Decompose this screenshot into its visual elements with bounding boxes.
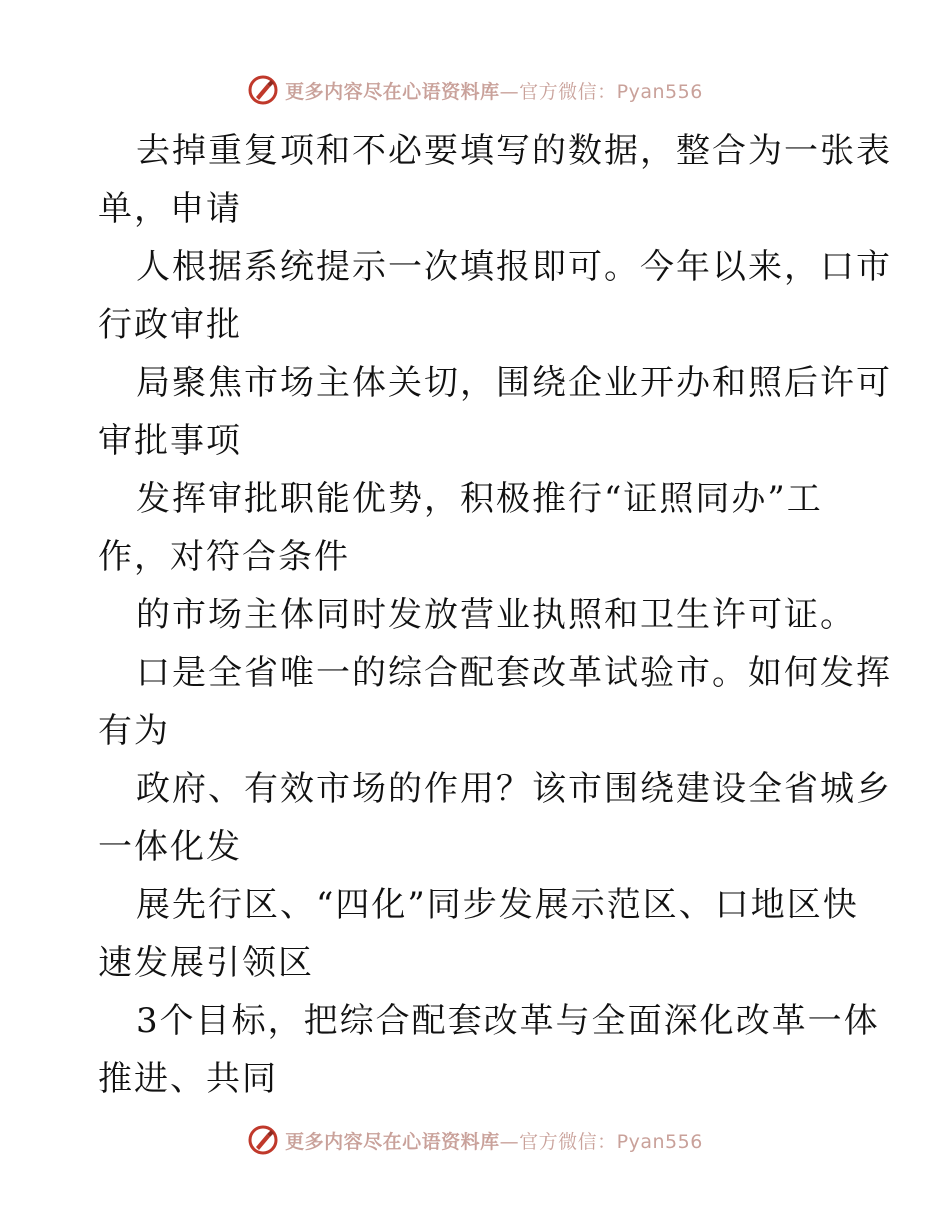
body-line: 政府、有效市场的作用？该市围绕建设全省城乡 <box>136 769 892 809</box>
watermark-dash: — <box>499 80 520 103</box>
body-line: 单，申请 <box>98 189 242 229</box>
body-line: 推进、共同 <box>98 1059 278 1099</box>
body-line: 发挥审批职能优势，积极推行“证照同办”工 <box>136 479 823 519</box>
watermark-suffix: 官方微信：Pyan556 <box>519 80 703 103</box>
watermark-suffix: 官方微信：Pyan556 <box>519 1130 703 1153</box>
body-line: 作，对符合条件 <box>98 537 350 577</box>
body-line: 一体化发 <box>98 827 242 867</box>
body-line: 局聚焦市场主体关切，围绕企业开办和照后许可 <box>136 363 892 403</box>
watermark-brand: 更多内容尽在心语资料库 <box>285 1130 500 1153</box>
body-line: 3个目标，把综合配套改革与全面深化改革一体 <box>136 1001 880 1041</box>
body-line: 有为 <box>98 711 170 751</box>
pen-logo-icon <box>247 74 279 106</box>
watermark-brand: 更多内容尽在心语资料库 <box>285 80 500 103</box>
pen-logo-icon <box>247 1124 279 1156</box>
watermark-footer <box>0 1120 950 1160</box>
body-line: 审批事项 <box>98 421 242 461</box>
document-body <box>98 122 892 1108</box>
watermark-text <box>285 77 703 104</box>
body-line: 口是全省唯一的综合配套改革试验市。如何发挥 <box>136 653 892 693</box>
body-line: 展先行区、“四化”同步发展示范区、口地区快 <box>136 885 859 925</box>
body-line: 人根据系统提示一次填报即可。今年以来，口市 <box>136 247 892 287</box>
watermark-dash: — <box>499 1130 520 1153</box>
body-line: 的市场主体同时发放营业执照和卫生许可证。 <box>136 595 856 635</box>
body-line: 行政审批 <box>98 305 242 345</box>
body-line: 速发展引领区 <box>98 943 314 983</box>
watermark-header <box>0 70 950 110</box>
body-line: 去掉重复项和不必要填写的数据，整合为一张表 <box>136 131 892 171</box>
watermark-text <box>285 1127 703 1154</box>
